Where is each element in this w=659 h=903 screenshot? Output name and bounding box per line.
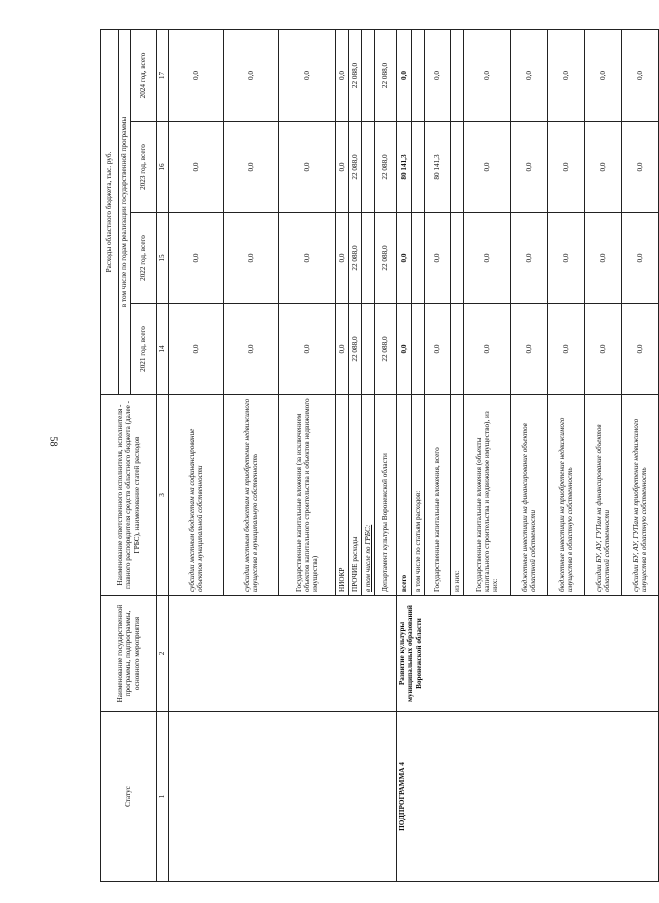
row-value: 0,0: [279, 122, 336, 213]
row-value: 0,0: [425, 304, 451, 395]
row-label: всего: [397, 395, 412, 596]
row-value: 0,0: [585, 29, 622, 121]
row-value: [412, 29, 425, 121]
column-numbers-row: [157, 29, 169, 881]
row-value: 0,0: [169, 213, 224, 304]
budget-table-sheet: [100, 30, 648, 882]
header-executor: Наименование ответственного исполнителя, исполнителя - главного распорядителя средств областного бюджета (далее - ГРБС), наименование статей расходов: [101, 395, 157, 596]
row-value: 0,0: [336, 213, 349, 304]
table-row: [397, 29, 412, 881]
row-label: субсидии местным бюджетам на софинансирование объектов муниципальной собственности: [169, 395, 224, 596]
header-by-years: в том числе по годам реализации государственной программы: [119, 29, 131, 394]
col-number: 2: [157, 596, 169, 712]
row-value: 0,0: [511, 122, 548, 213]
row-value: 0,0: [169, 29, 224, 121]
row-value: [451, 29, 464, 121]
row-value: 22 088,0: [349, 122, 362, 213]
row-value: 22 088,0: [349, 213, 362, 304]
row-value: 0,0: [336, 304, 349, 395]
row-value: 0,0: [622, 213, 659, 304]
table-row: [169, 29, 224, 881]
budget-table: [100, 29, 659, 882]
row-value: 0,0: [279, 29, 336, 121]
row-value: 0,0: [622, 122, 659, 213]
row-value: 0,0: [224, 213, 279, 304]
row-value: 0,0: [336, 29, 349, 121]
row-value: 22 088,0: [349, 304, 362, 395]
row-label: субсидии БУ, АУ, ГУПам на финансирование объектов областной собственности: [585, 395, 622, 596]
row-value: [451, 122, 464, 213]
row-value: 0,0: [279, 304, 336, 395]
row-value: 0,0: [336, 122, 349, 213]
row-value: 0,0: [511, 213, 548, 304]
header-program-name: Наименование государственной программы, подпрограммы, основного мероприятия: [101, 596, 157, 712]
row-label: субсидии БУ, АУ, ГУПам на приобретение недвижимого имущества в областную собственность: [622, 395, 659, 596]
row-label: Государственные капитальные вложения (за исключением объектов капитального строительства и объектов недвижимого имущества): [279, 395, 336, 596]
program-name: Развитие культуры муниципальных образований Воронежской области: [397, 596, 659, 712]
row-value: 22 088,0: [375, 29, 397, 121]
row-value: 80 141,3: [397, 122, 412, 213]
row-label: Департамент культуры Воронежской области: [375, 395, 397, 596]
row-value: 0,0: [397, 213, 412, 304]
row-value: 0,0: [548, 213, 585, 304]
row-value: 80 141,3: [425, 122, 451, 213]
row-value: 22 088,0: [375, 213, 397, 304]
row-value: 0,0: [622, 304, 659, 395]
row-value: 0,0: [511, 304, 548, 395]
row-value: 0,0: [425, 29, 451, 121]
rotated-table-wrapper: [100, 30, 648, 882]
row-label: субсидии местным бюджетам на приобретение недвижимого имущества в муниципальную собственность: [224, 395, 279, 596]
col-number: 1: [157, 712, 169, 882]
row-value: 0,0: [511, 29, 548, 121]
row-value: 0,0: [169, 122, 224, 213]
row-value: 22 088,0: [349, 29, 362, 121]
row-value: 0,0: [224, 122, 279, 213]
col-number: 3: [157, 395, 169, 596]
row-value: 0,0: [425, 213, 451, 304]
row-label: в том числе по ГРБС:: [362, 395, 375, 596]
row-value: [412, 122, 425, 213]
col-number: 16: [157, 122, 169, 213]
row-value: 0,0: [548, 122, 585, 213]
row-value: 0,0: [224, 304, 279, 395]
row-value: 0,0: [585, 122, 622, 213]
row-label: бюджетные инвестиции на приобретение недвижимого имущества в областную собственность: [548, 395, 585, 596]
row-label: Государственные капитальные вложения (объекты капитального строительства и недвижимое имущество), из них:: [464, 395, 511, 596]
row-value: 0,0: [464, 213, 511, 304]
program-cell-empty: [169, 596, 397, 712]
row-value: [412, 213, 425, 304]
col-number: 14: [157, 304, 169, 395]
row-value: [362, 29, 375, 121]
row-label: НИОКР: [336, 395, 349, 596]
row-value: 0,0: [548, 304, 585, 395]
row-value: 0,0: [622, 29, 659, 121]
row-value: 0,0: [464, 304, 511, 395]
row-label: ПРОЧИЕ расходы: [349, 395, 362, 596]
row-label: в том числе по статьям расходов:: [412, 395, 425, 596]
row-value: 0,0: [585, 213, 622, 304]
col-number: 15: [157, 213, 169, 304]
row-value: 0,0: [224, 29, 279, 121]
row-value: 0,0: [397, 304, 412, 395]
row-value: 0,0: [169, 304, 224, 395]
header-year-2022: 2022 год, всего: [131, 213, 157, 304]
row-value: 22 088,0: [375, 304, 397, 395]
row-value: [362, 213, 375, 304]
row-label: бюджетные инвестиции на финансирование объектов областной собственности: [511, 395, 548, 596]
row-value: 22 088,0: [375, 122, 397, 213]
row-value: [412, 304, 425, 395]
row-value: 0,0: [585, 304, 622, 395]
row-value: 0,0: [548, 29, 585, 121]
row-label: из них:: [451, 395, 464, 596]
header-expenses: Расходы областного бюджета, тыс. руб.: [101, 29, 119, 394]
status-cell-empty: [169, 712, 397, 882]
header-year-2021: 2021 год, всего: [131, 304, 157, 395]
row-value: [362, 122, 375, 213]
header-year-2023: 2023 год, всего: [131, 122, 157, 213]
row-value: 0,0: [279, 213, 336, 304]
row-value: 0,0: [464, 29, 511, 121]
row-value: 0,0: [464, 122, 511, 213]
row-label: Государственные капитальные вложения, всего: [425, 395, 451, 596]
col-number: 17: [157, 29, 169, 121]
page-number: 58: [47, 436, 59, 447]
status-subprogram-4: ПОДПРОГРАММА 4: [397, 712, 659, 882]
row-value: [451, 304, 464, 395]
row-value: 0,0: [397, 29, 412, 121]
header-year-2024: 2024 год, всего: [131, 29, 157, 121]
row-value: [451, 213, 464, 304]
row-value: [362, 304, 375, 395]
header-status: Статус: [101, 712, 157, 882]
